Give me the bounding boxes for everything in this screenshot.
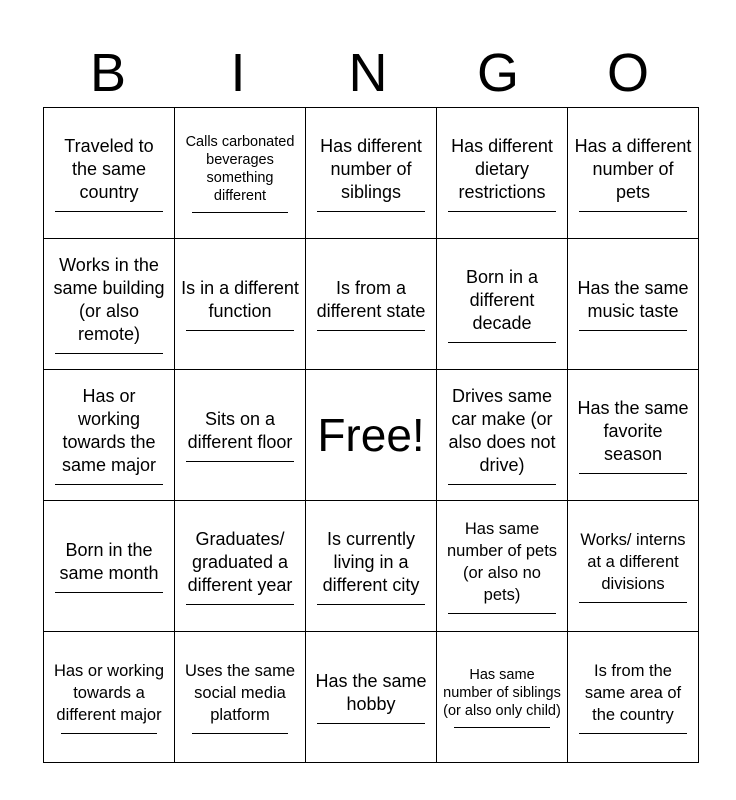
cell-text: Calls carbonated beverages something different — [185, 134, 295, 204]
header-letter-i: I — [230, 43, 246, 103]
cell-text: Sits on a different floor — [187, 409, 293, 452]
signature-line — [317, 603, 425, 605]
bingo-row — [44, 370, 699, 501]
cell-text: Is from the same area of the country — [584, 662, 682, 724]
free-cell[interactable] — [306, 370, 437, 501]
signature-line — [448, 341, 556, 343]
bingo-cell[interactable] — [568, 108, 699, 239]
signature-line — [55, 210, 163, 212]
cell-text: Born in the same month — [59, 540, 159, 583]
header-letter-b: B — [89, 43, 127, 103]
bingo-row — [44, 108, 699, 239]
cell-text: Has same number of siblings (or also only child) — [443, 667, 561, 719]
bingo-cell[interactable] — [437, 501, 568, 632]
bingo-row — [44, 501, 699, 632]
signature-line — [55, 483, 163, 485]
bingo-cell[interactable] — [306, 108, 437, 239]
free-label: Free! — [317, 409, 425, 461]
bingo-cell[interactable] — [175, 108, 306, 239]
bingo-cell[interactable] — [568, 632, 699, 763]
bingo-cell[interactable] — [568, 370, 699, 501]
bingo-cell[interactable] — [44, 239, 175, 370]
header-letter-o: O — [606, 43, 649, 103]
bingo-grid — [43, 107, 699, 763]
signature-line — [55, 352, 163, 354]
signature-line — [186, 603, 294, 605]
header-letter-n: N — [348, 43, 388, 103]
cell-text: Traveled to the same country — [64, 135, 154, 202]
bingo-cell[interactable] — [44, 370, 175, 501]
signature-line — [448, 210, 556, 212]
cell-text: Graduates/ graduated a different year — [187, 528, 293, 595]
bingo-cell[interactable] — [437, 632, 568, 763]
bingo-cell[interactable] — [44, 501, 175, 632]
signature-line — [55, 591, 163, 593]
cell-text: Is from a different state — [316, 278, 426, 321]
cell-text: Works/ interns at a different divisions — [580, 531, 686, 593]
bingo-cell[interactable] — [306, 239, 437, 370]
bingo-cell[interactable] — [568, 239, 699, 370]
bingo-cell[interactable] — [175, 501, 306, 632]
bingo-cell[interactable] — [175, 239, 306, 370]
bingo-cell[interactable] — [306, 632, 437, 763]
header-letter-g: G — [476, 43, 519, 103]
cell-text: Drives same car make (or also does not drive) — [448, 386, 556, 475]
cell-text: Works in the same building (or also remote) — [53, 255, 165, 344]
signature-line — [454, 726, 550, 728]
cell-text: Has or working towards a different major — [53, 662, 165, 724]
signature-line — [579, 601, 687, 603]
bingo-row — [44, 239, 699, 370]
cell-text: Has a different number of pets — [574, 135, 692, 202]
bingo-cell[interactable] — [44, 632, 175, 763]
signature-line — [192, 211, 288, 213]
signature-line — [448, 612, 556, 614]
signature-line — [61, 732, 157, 734]
signature-line — [317, 329, 425, 331]
signature-line — [579, 210, 687, 212]
bingo-cell[interactable] — [306, 501, 437, 632]
cell-text: Has same number of pets (or also no pets) — [446, 520, 558, 604]
signature-line — [186, 460, 294, 462]
bingo-cell[interactable] — [175, 632, 306, 763]
signature-line — [192, 732, 288, 734]
cell-text: Has the same favorite season — [577, 397, 689, 464]
bingo-cell[interactable] — [437, 239, 568, 370]
signature-line — [579, 329, 687, 331]
cell-text: Has different number of siblings — [320, 135, 422, 202]
signature-line — [448, 483, 556, 485]
cell-text: Is in a different function — [181, 278, 299, 321]
signature-line — [317, 722, 425, 724]
cell-text: Is currently living in a different city — [322, 528, 420, 595]
signature-line — [186, 329, 294, 331]
signature-line — [317, 210, 425, 212]
bingo-cell[interactable] — [175, 370, 306, 501]
bingo-cell[interactable] — [44, 108, 175, 239]
cell-text: Uses the same social media platform — [184, 662, 296, 724]
cell-text: Has the same hobby — [315, 671, 427, 714]
cell-text: Has the same music taste — [577, 278, 689, 321]
cell-text: Born in a different decade — [465, 266, 539, 333]
bingo-cell[interactable] — [437, 108, 568, 239]
signature-line — [579, 732, 687, 734]
bingo-row — [44, 632, 699, 763]
cell-text: Has or working towards the same major — [61, 386, 157, 475]
cell-text: Has different dietary restrictions — [451, 135, 553, 202]
bingo-cell[interactable] — [568, 501, 699, 632]
bingo-cell[interactable] — [437, 370, 568, 501]
signature-line — [579, 472, 687, 474]
bingo-header — [43, 40, 693, 106]
